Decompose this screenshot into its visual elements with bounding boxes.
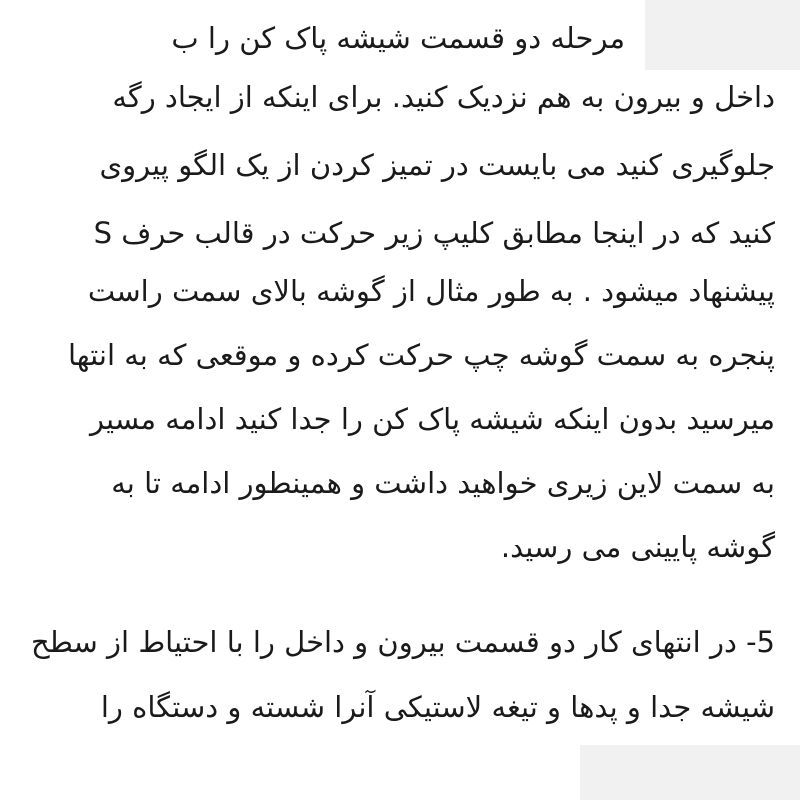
text-line: 5- در انتهای کار دو قسمت بیرون و داخل را با احتیاط از سطح xyxy=(31,625,775,659)
image-corner-bottom xyxy=(580,745,800,800)
text-line: شیشه جدا و پدها و تیغه لاستیکی آنرا شسته و دستگاه را xyxy=(100,690,775,724)
text-line: گوشه پایینی می رسید. xyxy=(500,530,775,564)
text-line: کنید که در اینجا مطابق کلیپ زیر حرکت در قالب حرف S xyxy=(93,216,775,250)
text-line: به سمت لاین زیری خواهید داشت و همینطور ادامه تا به xyxy=(111,466,775,500)
text-line: مرحله دو قسمت شیشه پاک کن را ب xyxy=(171,21,625,55)
text-line: داخل و بیرون به هم نزدیک کنید. برای اینکه از ایجاد رگه xyxy=(112,80,775,114)
text-line: میرسید بدون اینکه شیشه پاک کن را جدا کنید ادامه مسیر xyxy=(89,402,775,436)
text-line: جلوگیری کنید می بایست در تمیز کردن از یک الگو پیروی xyxy=(99,148,775,182)
text-line: پیشنهاد میشود . به طور مثال از گوشه بالای سمت راست xyxy=(87,274,775,308)
text-line: پنجره به سمت گوشه چپ حرکت کرده و موقعی که به انتها xyxy=(67,338,775,372)
image-corner-top xyxy=(645,0,800,70)
